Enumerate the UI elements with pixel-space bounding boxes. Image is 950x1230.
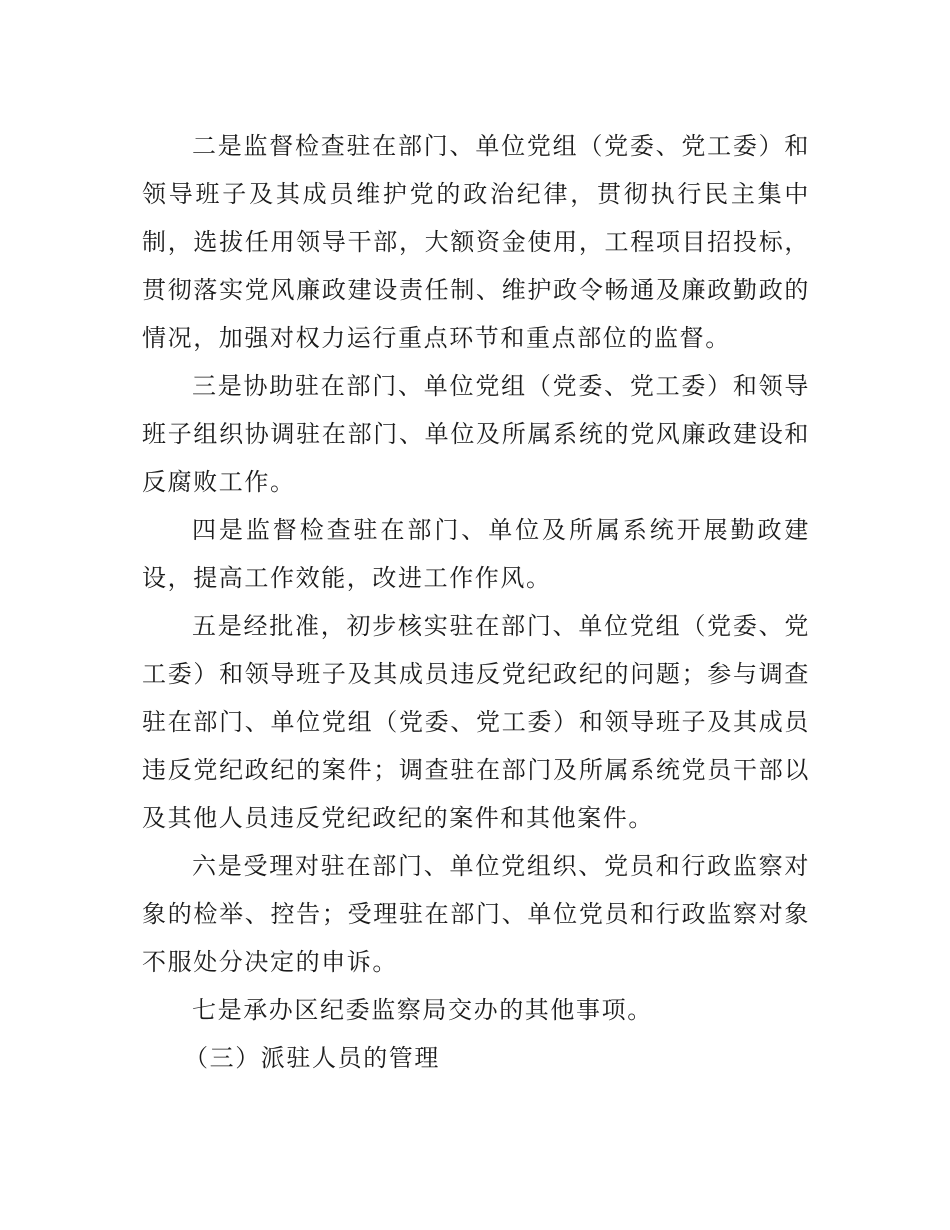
paragraph-duty-6: 六是受理对驻在部门、单位党组织、党员和行政监察对象的检举、控告；受理驻在部门、单位党员和行政监察对象不服处分决定的申诉。 (142, 852, 810, 976)
section-heading: （三）派驻人员的管理 (184, 1044, 440, 1072)
paragraph-duty-3: 三是协助驻在部门、单位党组（党委、党工委）和领导班子组织协调驻在部门、单位及所属系统的党风廉政建设和反腐败工作。 (142, 372, 810, 496)
paragraph-duty-7: 七是承办区纪委监察局交办的其他事项。 (192, 996, 653, 1024)
paragraph-duty-4: 四是监督检查驻在部门、单位及所属系统开展勤政建设，提高工作效能，改进工作作风。 (142, 516, 810, 592)
paragraph-duty-5: 五是经批准，初步核实驻在部门、单位党组（党委、党工委）和领导班子及其成员违反党纪政纪的问题；参与调查驻在部门、单位党组（党委、党工委）和领导班子及其成员违反党纪政纪的案件；调查驻在部门及所属系统党员干部以及其他人员违反党纪政纪的案件和其他案件。 (142, 612, 810, 832)
document-body (142, 122, 810, 1082)
paragraph-duty-2: 二是监督检查驻在部门、单位党组（党委、党工委）和领导班子及其成员维护党的政治纪律，贯彻执行民主集中制，选拔任用领导干部，大额资金使用，工程项目招投标，贯彻落实党风廉政建设责任制、维护政令畅通及廉政勤政的情况，加强对权力运行重点环节和重点部位的监督。 (142, 132, 810, 352)
